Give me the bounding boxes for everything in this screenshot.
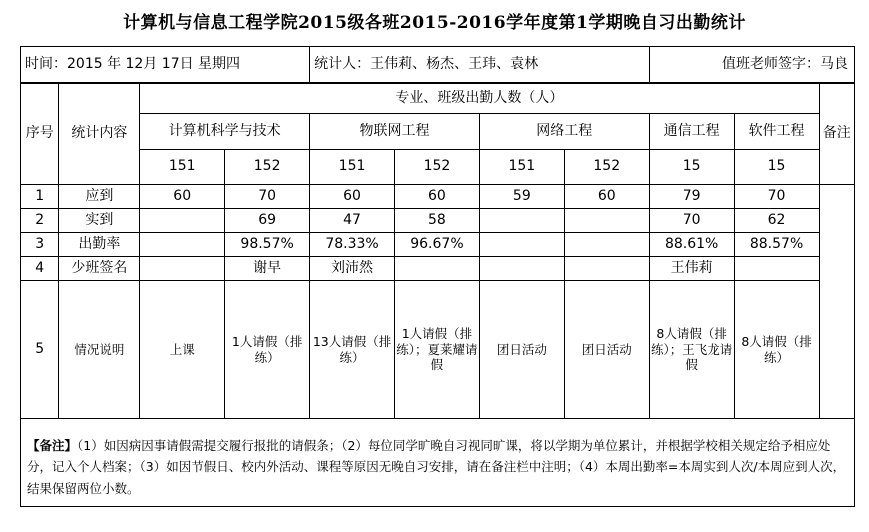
value-cell	[479, 209, 564, 233]
label-cell: 应到	[59, 185, 140, 209]
note-text: （1）如因病因事请假需提交履行报批的请假条；（2）每位同学旷晚自习视同旷课，将以学期为单位累计，并根据学校相关规定给予相应处分，记入个人档案；（3）如因节假日、校内外活动、课程等原因无晚自习安排，请在备注栏中注明；（4）本周出勤率=本周实到人次/本周应到人次，结果保留两位小数。	[27, 438, 846, 496]
attendance-table	[20, 46, 855, 507]
major-header: 物联网工程	[310, 114, 480, 150]
note-row	[21, 419, 855, 507]
value-cell: 88.61%	[649, 233, 734, 257]
value-cell: 谢早	[225, 257, 310, 281]
class-header: 152	[394, 150, 479, 185]
group-header: 专业、班级出勤人数（人）	[140, 83, 819, 114]
value-cell: 70	[734, 185, 819, 209]
class-header: 152	[564, 150, 649, 185]
value-cell: 79	[649, 185, 734, 209]
value-cell: 团日活动	[564, 281, 649, 419]
class-header: 151	[479, 150, 564, 185]
label-cell: 情况说明	[59, 281, 140, 419]
value-cell: 59	[479, 185, 564, 209]
value-cell: 98.57%	[225, 233, 310, 257]
label-cell: 实到	[59, 209, 140, 233]
table-row	[21, 281, 855, 419]
major-header: 通信工程	[649, 114, 734, 150]
seq-cell: 4	[21, 257, 59, 281]
table-row	[21, 233, 855, 257]
table-row	[21, 185, 855, 209]
value-cell: 上课	[140, 281, 225, 419]
value-cell: 69	[225, 209, 310, 233]
value-cell	[564, 233, 649, 257]
value-cell: 13人请假（排练）	[310, 281, 395, 419]
seq-cell: 2	[21, 209, 59, 233]
value-cell: 62	[734, 209, 819, 233]
value-cell	[479, 233, 564, 257]
value-cell: 78.33%	[310, 233, 395, 257]
value-cell: 58	[394, 209, 479, 233]
value-cell: 8人请假（排练）	[734, 281, 819, 419]
table-row	[21, 257, 855, 281]
table-row	[21, 209, 855, 233]
major-header: 计算机科学与技术	[140, 114, 310, 150]
class-header: 152	[225, 150, 310, 185]
class-header: 151	[310, 150, 395, 185]
value-cell: 60	[140, 185, 225, 209]
label-cell: 少班签名	[59, 257, 140, 281]
stats-person-cell: 统计人：王伟莉、杨杰、王玮、袁林	[310, 47, 650, 83]
value-cell: 王伟莉	[649, 257, 734, 281]
value-cell	[564, 257, 649, 281]
value-cell: 8人请假（排练）；王飞龙请假	[649, 281, 734, 419]
class-header-row	[21, 150, 855, 185]
value-cell	[140, 209, 225, 233]
seq-cell: 3	[21, 233, 59, 257]
remark-header: 备注	[819, 83, 854, 185]
seq-cell: 5	[21, 281, 59, 419]
major-header: 软件工程	[734, 114, 819, 150]
value-cell	[394, 257, 479, 281]
value-cell: 47	[310, 209, 395, 233]
teacher-sign-cell: 值班老师签字：马良	[649, 47, 854, 83]
value-cell: 70	[225, 185, 310, 209]
value-cell: 60	[394, 185, 479, 209]
value-cell	[140, 233, 225, 257]
note-cell	[21, 419, 855, 507]
note-label: 【备注】	[27, 438, 78, 453]
value-cell	[479, 257, 564, 281]
seq-cell: 1	[21, 185, 59, 209]
value-cell: 88.57%	[734, 233, 819, 257]
value-cell: 团日活动	[479, 281, 564, 419]
header-row-1	[21, 83, 855, 114]
label-cell: 出勤率	[59, 233, 140, 257]
value-cell: 刘沛然	[310, 257, 395, 281]
value-cell: 70	[649, 209, 734, 233]
value-cell	[140, 257, 225, 281]
class-header: 15	[649, 150, 734, 185]
major-header-row	[21, 114, 855, 150]
page-title: 计算机与信息工程学院2015级各班2015-2016学年度第1学期晚自习出勤统计	[123, 13, 746, 33]
time-cell: 时间：2015 年 12月 17日 星期四	[21, 47, 310, 83]
value-cell	[564, 209, 649, 233]
value-cell	[734, 257, 819, 281]
value-cell: 1人请假（排练）	[225, 281, 310, 419]
seq-header: 序号	[21, 83, 59, 185]
class-header: 151	[140, 150, 225, 185]
info-row	[21, 47, 855, 83]
major-header: 网络工程	[479, 114, 649, 150]
class-header: 15	[734, 150, 819, 185]
value-cell: 60	[564, 185, 649, 209]
content-header: 统计内容	[59, 83, 140, 185]
remark-cell	[819, 185, 854, 419]
value-cell: 1人请假（排练）；夏莱耀请假	[394, 281, 479, 419]
value-cell: 60	[310, 185, 395, 209]
value-cell: 96.67%	[394, 233, 479, 257]
